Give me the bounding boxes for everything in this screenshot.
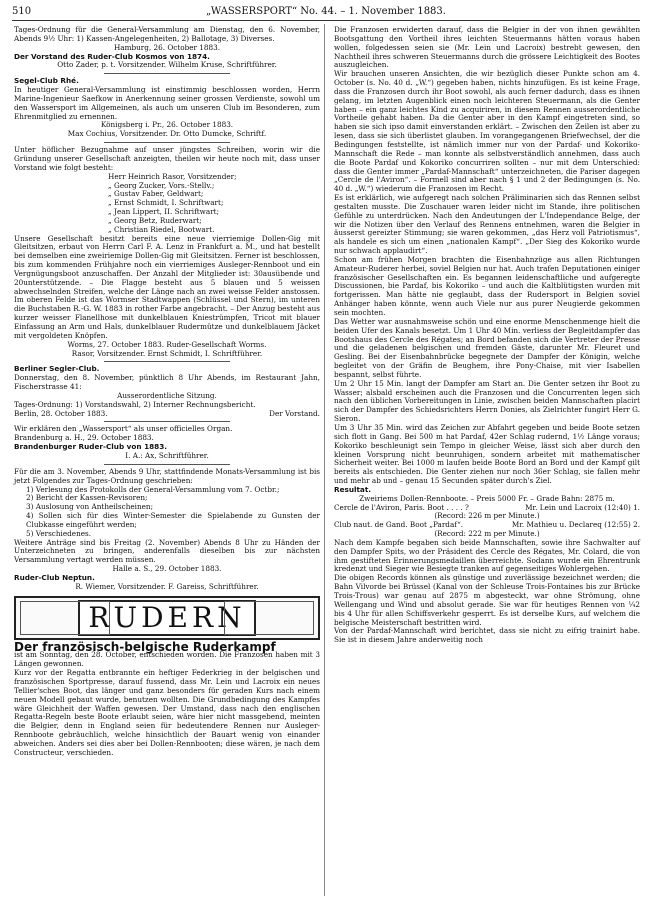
agenda-item: 3) Auslosung von Antheilscheinen; (26, 502, 154, 512)
banner-ornament-right (224, 601, 314, 635)
centered-line: R. Wiemer, Vorsitzender. F. Gareiss, Schriftführer. (75, 581, 259, 591)
result-right: Der Vorstand. (269, 408, 320, 418)
paragraph: Von der Pardaf-Mannschaft wird berichtet, dass sie nicht zu eifrig trainirt habe. Sie ist in diesem Jahre anderweitig noch (334, 626, 640, 645)
result-line (14, 410, 320, 419)
paragraph: Die obigen Records können als günstige und zuverlässige bezeichnet werden; die Bahn Vilvorde bei Brüssel (Kanal von der Schleuse Trois-Fontaines bis zur Brücke Trois-Trous) war genau auf 2875 m abgesteckt, war ohne Strömung, ohne Wellengang und Wind und absolut gerade. Sie war für heutiges Rennen von ¼2 bis 4 Uhr für allen Schiffsverkehr gesperrt. Es ist derselbe Kurs, auf welchem die belgische Meisterschaft bestritten wird. (334, 573, 640, 627)
paragraph: Wir erklären den „Wassersport“ als unser officielles Organ. (14, 424, 233, 434)
centered-line: Ausserordentliche Sitzung. (117, 390, 217, 400)
centered-line: Zweiriems Dollen-Rennboote. – Preis 5000 Fr. – Grade Bahn: 2875 m. (359, 493, 615, 503)
section-divider (104, 361, 230, 362)
section-divider (104, 73, 230, 74)
paragraph: Brandenburg a. H., 29. October 1883. (14, 433, 154, 443)
centered-line: (Record: 222 m per Minute.) (434, 529, 540, 539)
header-rule (12, 20, 640, 21)
running-header (12, 6, 640, 20)
banner-title: RUDERN (78, 600, 255, 636)
paragraph: Nach dem Kampfe begaben sich beide Mannschaften, sowie ihre Sachwalter auf den Dampfer Spits, wo der Präsident des Cercle des Régates, Mr. Colard, die von ihm gestifteten Erinnerungsmedaillen überreichte. Sodann wurde ein Ehrentrunk kredenzt und Sieger wie Besiegte tranken auf gegenseitiges Wohlergehen. (334, 537, 640, 574)
centered-line: Halle a. S., 29. October 1883. (112, 564, 222, 574)
paragraph: Donnerstag, den 8. November, pünktlich 8 Uhr Abends, im Restaurant Jahn, Fischerstrasse 41: (14, 373, 320, 392)
paragraph: Um 2 Uhr 15 Min. langt der Dampfer am Start an. Die Genter setzen ihr Boot zu Wasser; alsbald erscheinen auch die Franzosen und die Concurrenten legen sich nach den üblichen Vorbereitungen in Linie, zwischen beiden Mannschaften placirt sich der Dampfer des Schiedsrichters Herrn Donies, als Zielrichter fungirt Herr G. Sieron. (334, 378, 640, 424)
result-right: Mr. Mathieu u. Declareq (12:55) 2. (511, 520, 640, 530)
centered-line: Rasor, Vorsitzender. Ernst Schmidt, I. Schriftführer. (71, 348, 263, 358)
board-member: „ Georg Zucker, Vors.-Stellv.; (108, 180, 215, 190)
article-title: Der französisch-belgische Ruderkampf (14, 639, 276, 654)
centered-line: (Record: 226 m per Minute.) (434, 511, 540, 521)
paragraph: Unsere Gesellschaft besitzt bereits eine neue vierriemige Dollen-Gig mit Gleitsitzen, erbaut von Herrn Carl F. A. Lenz in Frankfurt a. M., und hat bestellt bei demselben eine zweiriemige Dollen-Gig mit Gleitsitzen. Ferner ist beschlossen, bis zum kommenden Frühjahre noch ein vierriemiges Ausleger-Rennboot und ein Vergnügungsboot anzuschaffen. Der Anzahl der Mitglieder ist: 30ausübende und 20unterstützende. – Die Flagge besteht aus 5 blauen und 5 weissen abwechselnden Streifen, welche der Länge nach an zwei weisse Felder anstossen. Im oberen Felde ist das Wormser Stadtwappen (Schlüssel und Stern), im unteren die Buchstaben R.-G. W. 1883 in rother Farbe angebracht. – Der Anzug besteht aus kurzer weisser Flanellhose mit dunkelblauen Kniestrümpfen, Tricot mit blauer Einfassung an Arm und Hals, dunkelblauer Rudermütze und dunkelblauem Jäcket mit vergoldeten Knöpfen. (14, 233, 320, 340)
paragraph: Die Franzosen erwiderten darauf, dass die Belgier in der von ihnen gewählten Bootsgattung den Vortheil ihres leichten Steuermanns hätten voraus haben wollen, folgedessen seien sie (Mr. Lein und Lacroix) bestrebt gewesen, den Nachtheil ihres schweren Steuermanns durch die grössere Leichtigkeit des Bootes auszugleichen. (334, 25, 640, 70)
board-member: „ Ernst Schmidt, I. Schriftwart; (108, 198, 224, 208)
paragraph: Wir brauchen unseren Ansichten, die wir bezüglich dieser Punkte schon am 4. October (s. No. 40 d. „W.“) gegeben haben, nichts hinzufügen. Es ist keine Frage, dass die Franzosen durch ihr Boot sowohl, als auch ferner dadurch, dass es ihnen gelang, im letzten Augenblick einen noch leichteren Steuermann, als die Genter haben – ein ganz leichtes Kind zu acquiriren, in diesem Rennen ausserordentliche Vortheile gehabt haben. Da die Genter aber in den Kampf eingetreten sind, so haben sie sich ipso damit einverstanden erklärt. – Zwischen den Zeilen ist aber zu lesen, dass sie sich überlistet glauben. Im vorangegangenen Briefwechsel, der die Bedingungen feststellte, ist nämlich immer nur von der Pardaf- und Kokoriko-Mannschaft die Rede – man konnte als selbstverständlich annehmen, dass auch die Boote Pardaf und Kokoriko concurriren sollten – nur mit dem Unterschied: dass die Genter immer „Pardaf-Mannschaft“ unterzeichneten, die Pariser dagegen „Cercle de l'Aviron“. – Formell sind aber nach § 1 und 2 der Bedingungen (s. No. 40 d. „W.“) wiederum die Franzosen im Recht. (334, 69, 640, 194)
result-left: Cercle de l'Aviron, Paris. Boot . . . . ? (334, 502, 469, 512)
agenda-item: 5) Verschiedenes. (26, 528, 92, 538)
centered-line: Otto Zader, p. t. Vorsitzender. Wilhelm Kruse, Schriftführer. (57, 60, 277, 70)
running-title: „WASSERSPORT“ No. 44. – 1. November 1883. (206, 6, 446, 17)
board-member: „ Gustav Faber, Geldwart; (108, 189, 204, 199)
board-member: „ Georg Betz, Ruderwart; (108, 215, 202, 225)
agenda-item: 1) Verlesung des Protokolls der General-Versammlung vom 7. Octbr.; (26, 484, 280, 494)
section-divider (104, 142, 230, 143)
page-number: 510 (12, 6, 32, 17)
paragraph: Tages-Ordnung für die General-Versammlung am Dienstag, den 6. November, Abends 9½ Uhr: 1) Kassen-Angelegenheiten, 2) Ballotage, 3) Diverses. (14, 25, 320, 43)
paragraph: Für die am 3. November, Abends 9 Uhr, stattfindende Monats-Versammlung ist bis jetzt Folgendes zur Tages-Ordnung geschrieben: (14, 466, 320, 485)
section-heading: Der Vorstand des Ruder-Club Kosmos von 1874. (14, 51, 210, 61)
centered-line: Worms, 27. October 1883. Ruder-Gesellschaft Worms. (67, 339, 267, 349)
centered-line: Max Cochius, Vorsitzender. Dr. Otto Dumcke, Schriftf. (67, 129, 267, 139)
section-heading: Resultat. (334, 484, 372, 494)
result-right: Mr. Lein und Lacroix (12:40) 1. (525, 502, 640, 512)
centered-line: I. A.: Ax, Schriftführer. (125, 450, 209, 460)
section-heading: Brandenburger Ruder-Club von 1883. (14, 442, 167, 452)
section-heading: Ruder-Club Neptun. (14, 572, 95, 582)
paragraph: Das Wetter war ausnahmsweise schön und eine enorme Menschenmenge hielt die beiden Ufer des Kanals besetzt. Um 1 Uhr 40 Min. verliess der Begleitdampfer das Bootshaus des Cercle des Régates; an Bord befanden sich die Vertreter der Presse und die geladenen belgischen und fremden Gäste, darunter Mr. Fleuret und Gesling. Bei der Eisenbahnbrücke begegnete der Dampfer der Königin, welche begleitet von der Gräfin de Beughem, ihre Pony-Chaise, mit vier Isabellen bespannt, selbst führte. (334, 316, 640, 379)
paragraph: Es ist erklärlich, wie aufgeregt nach solchen Präliminarien sich das Rennen selbst gestalten musste. Die Zuschauer waren leider nicht im Stande, ihre politischen Gefühle zu unterdrücken. Nach den Andeutungen der L'Independance Belge, der wir die Notizen über den Verlauf des Rennens entnehmen, waren die Belgier in äusserst gereizter Stimmung; sie waren gekommen, „das Herz voll Patriotismus“, als handele es sich um einen „nationalen Kampf“. „Der Sieg des Kokoriko wurde nur schwach applaudirt“. (334, 193, 640, 256)
centered-line: Königsberg i. Pr., 26. October 1883. (100, 120, 234, 130)
board-member: „ Jean Lippert, II. Schriftwart; (108, 207, 220, 217)
banner-ornament-left (20, 601, 110, 635)
section-heading: Segel-Club Rhé. (14, 76, 79, 86)
column-divider (324, 24, 325, 896)
paragraph: Tages-Ordnung: 1) Vorstandswahl, 2) Interner Rechnungsbericht. (14, 399, 256, 409)
section-heading: Berliner Segler-Club. (14, 364, 100, 374)
paragraph: Weitere Anträge sind bis Freitag (2. November) Abends 8 Uhr zu Händen der Unterzeichneten zu bringen, anderenfalls dieselben bis zur nächsten Versammlung vertagt werden müssen. (14, 537, 320, 565)
board-member: Herr Heinrich Rasor, Vorsitzender; (108, 171, 237, 181)
section-divider (104, 464, 230, 465)
centered-line: Hamburg, 26. October 1883. (113, 42, 221, 52)
paragraph: Um 3 Uhr 35 Min. wird das Zeichen zur Abfahrt gegeben und beide Boote setzen sich flott in Gang. Bei 500 m hat Pardaf, 42er Schlag rudernd, 1½ Länge voraus; Kokoriko beschleunigt sein Tempo in gleicher Weise, lässt sich aber durch den kleinen Vorsprung nicht beunruhigen, sondern arbeitet mit mathematischer Sicherheit weiter. Bei 1000 m laufen beide Boote Bord an Bord und der Kampf gilt bereits als entschieden. Die Genter ziehen nur noch 36er Schlag, sie fallen mehr und mehr ab und – genau 15 Secunden später durch's Ziel. (334, 422, 640, 486)
rudern-banner (14, 596, 320, 640)
right-column (334, 26, 640, 645)
section-divider (104, 421, 230, 422)
paragraph: In heutiger General-Versammlung ist einstimmig beschlossen worden, Herrn Marine-Ingenieur Saefkow in Anerkennung seiner grossen Verdienste, sowohl um den Wassersport im Allgemeinen, als auch um unseren Club im Besonderen, zum Ehrenmitglied zu ernennen. (14, 85, 320, 121)
board-member: „ Christian Riedel, Bootwart. (108, 224, 215, 234)
left-column (14, 26, 320, 758)
result-left: Club naut. de Gand. Boot „Pardaf“. (334, 520, 464, 530)
agenda-item: 4) Sollen sich für dies Winter-Semester die Spielabende zu Gunsten der Clubkasse eingeführt werden; (26, 511, 320, 529)
paragraph: Kurz vor der Regatta entbrannte ein heftiger Federkrieg in der belgischen und französischen Sportpresse, darauf fussend, dass Mr. Lein und Lacroix ein neues Tellier'sches Boot, das länger und ganz besonders für geraden Kurs nach einem neuen Modell gebaut wurde, benutzen wollten. Die Grundbedingung des Kampfes wäre Gleichheit der Waffen gewesen. Der Umstand, dass nach den englischen Regatta-Regeln beste Boote erlaubt seien, wäre hier nicht massgebend, meinten die Belgier, denn in England seien für bedeutendere Rennen nur Ausleger-Rennboote gebräuchlich, welche hinsichtlich der Bauart wenig von einander abweichen. Anders sei dies aber bei Dollen-Rennbooten; diese wären, je nach dem Constructeur, verschieden. (14, 668, 320, 757)
paragraph: Unter höflicher Bezugnahme auf unser jüngstes Schreiben, worin wir die Gründung unserer Gesellschaft anzeigten, theilen wir heute noch mit, dass unser Vorstand wie folgt besteht: (14, 145, 320, 172)
paragraph: ist am Sonntag, den 28. October, entschieden worden. Die Franzosen haben mit 3 Längen gewonnen. (14, 650, 320, 669)
result-left: Berlin, 28. October 1883. (14, 408, 108, 418)
paragraph: Schon am frühen Morgen brachten die Eisenbahnzüge aus allen Richtungen Amateur-Ruderer herbei, soviel Belgien nur hat. Auch trafen Deputationen einiger französischer Gesellschaften ein. Es begannen leidenschaftliche und aufgeregte Discussionen, bie Pardaf, bis Kokoriko – und auch die Kaltblütigsten wurden mit fortgerissen. Man hätte nie geglaubt, dass der Rudersport in Belgien soviel Anhänger haben könnte, wenn auch Viele nur aus purer Neugierde gekommen sein mochten. (334, 254, 640, 317)
agenda-item: 2) Bericht der Kassen-Revisoren; (26, 493, 148, 503)
